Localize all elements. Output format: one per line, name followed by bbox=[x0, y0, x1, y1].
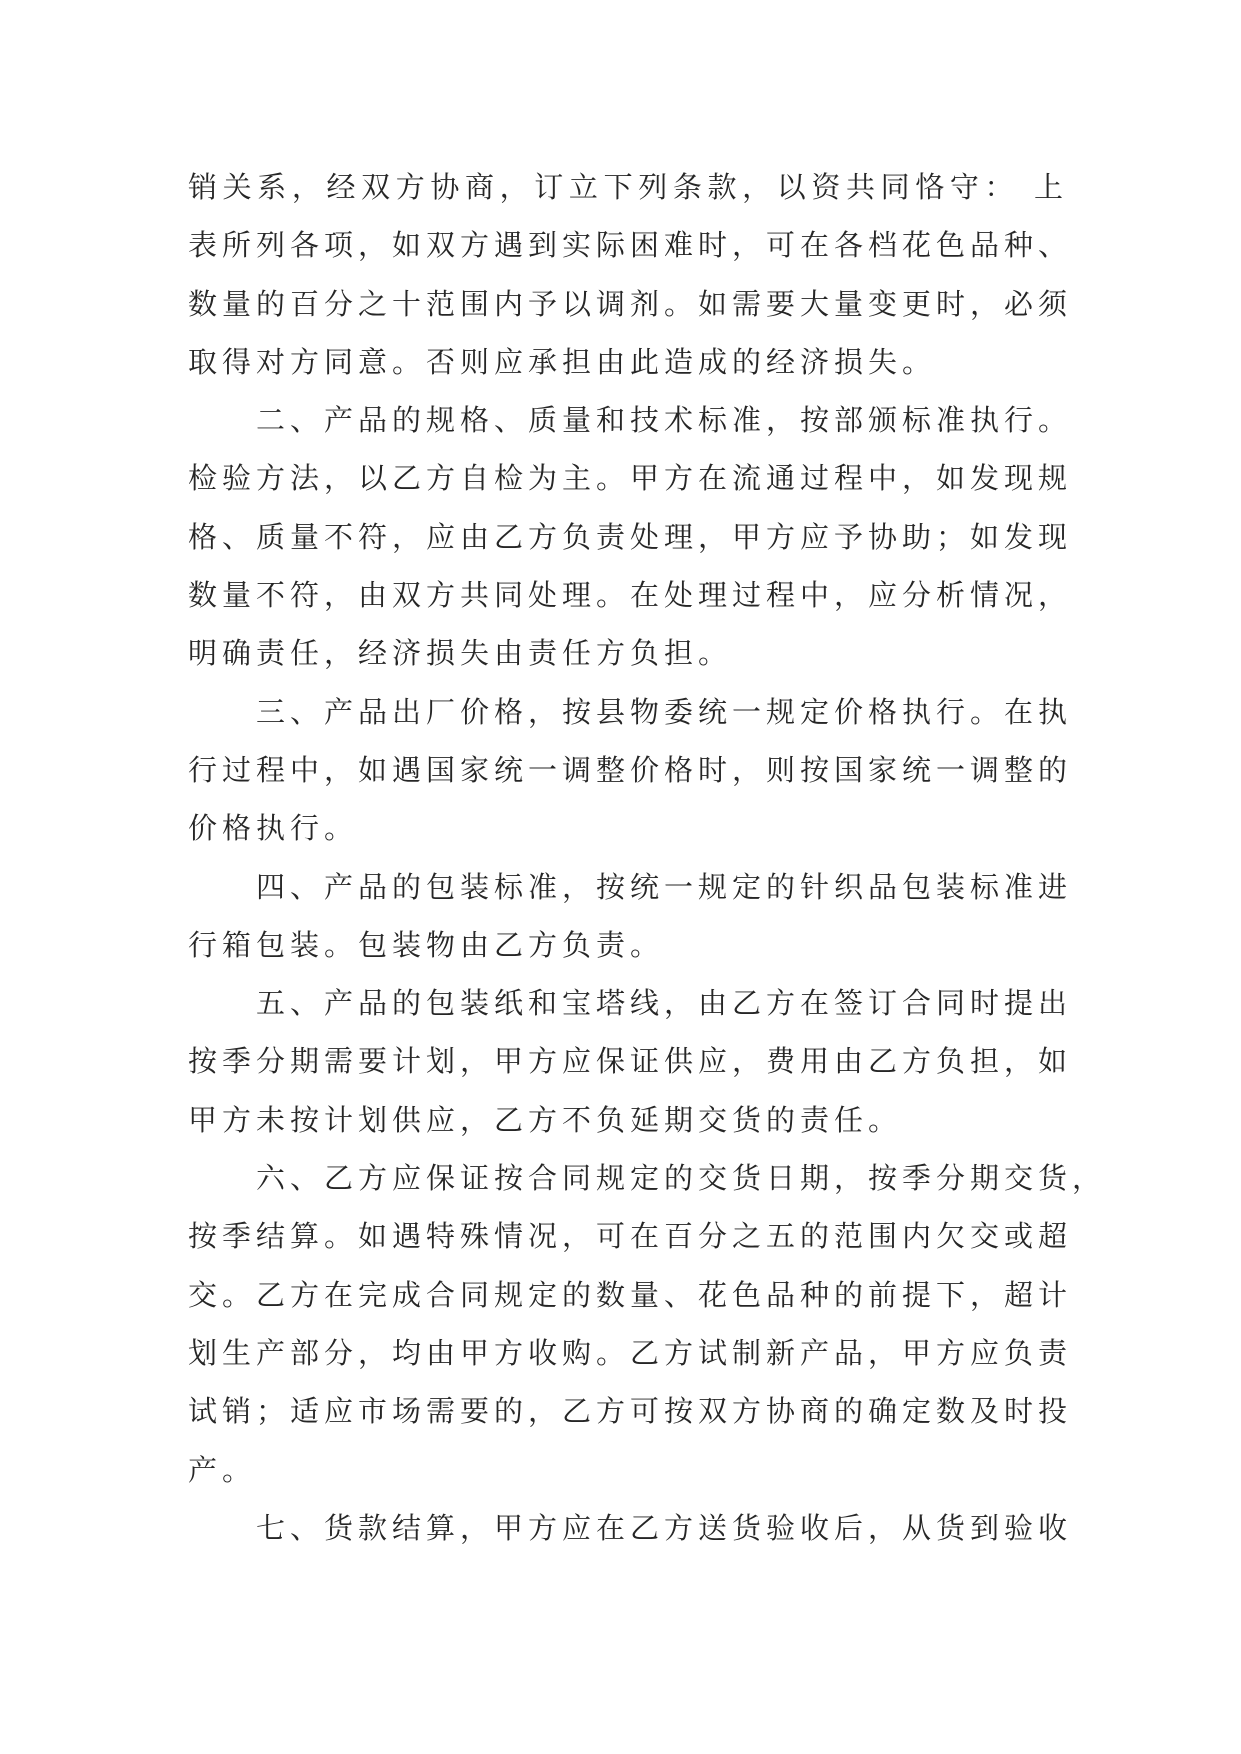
paragraph-3-start: 三、产品出厂价格，按县物委统一规定价格执行。在执 bbox=[256, 694, 1073, 729]
text-line: 划生产部分，均由甲方收购。乙方试制新产品，甲方应负责 bbox=[188, 1335, 1073, 1370]
text-line: 价格执行。 bbox=[188, 811, 359, 846]
text-line: 检验方法，以乙方自检为主。甲方在流通过程中，如发现规 bbox=[188, 461, 1073, 496]
text-line: 行过程中，如遇国家统一调整价格时，则按国家统一调整的 bbox=[188, 752, 1073, 787]
paragraph-4-start: 四、产品的包装标准，按统一规定的针织品包装标准进 bbox=[256, 869, 1073, 904]
document-body bbox=[188, 158, 1107, 1557]
paragraph-7-start: 七、货款结算，甲方应在乙方送货验收后，从货到验收 bbox=[256, 1510, 1073, 1545]
text-line: 明确责任，经济损失由责任方负担。 bbox=[188, 636, 733, 671]
text-line: 数量不符，由双方共同处理。在处理过程中，应分析情况， bbox=[188, 578, 1073, 613]
text-line: 行箱包装。包装物由乙方负责。 bbox=[188, 927, 665, 962]
text-line: 数量的百分之十范围内予以调剂。如需要大量变更时，必须 bbox=[188, 286, 1073, 321]
text-line: 甲方未按计划供应，乙方不负延期交货的责任。 bbox=[188, 1102, 903, 1137]
text-line: 交。乙方在完成合同规定的数量、花色品种的前提下，超计 bbox=[188, 1277, 1073, 1312]
paragraph-6-start: 六、乙方应保证按合同规定的交货日期，按季分期交货， bbox=[256, 1161, 1107, 1196]
text-line: 试销；适应市场需要的，乙方可按双方协商的确定数及时投 bbox=[188, 1394, 1073, 1429]
text-line: 销关系，经双方协商，订立下列条款，以资共同恪守： 上 bbox=[188, 170, 1068, 204]
text-line: 按季结算。如遇特殊情况，可在百分之五的范围内欠交或超 bbox=[188, 1219, 1073, 1254]
paragraph-5-start: 五、产品的包装纸和宝塔线，由乙方在签订合同时提出 bbox=[256, 986, 1073, 1021]
paragraph-2-start: 二、产品的规格、质量和技术标准，按部颁标准执行。 bbox=[256, 403, 1073, 438]
text-line: 产。 bbox=[188, 1452, 257, 1487]
text-line: 表所列各项，如双方遇到实际困难时，可在各档花色品种、 bbox=[188, 228, 1073, 263]
text-line: 取得对方同意。否则应承担由此造成的经济损失。 bbox=[188, 344, 937, 379]
text-line: 按季分期需要计划，甲方应保证供应，费用由乙方负担，如 bbox=[188, 1044, 1073, 1079]
text-line: 格、质量不符，应由乙方负责处理，甲方应予协助；如发现 bbox=[188, 519, 1073, 554]
